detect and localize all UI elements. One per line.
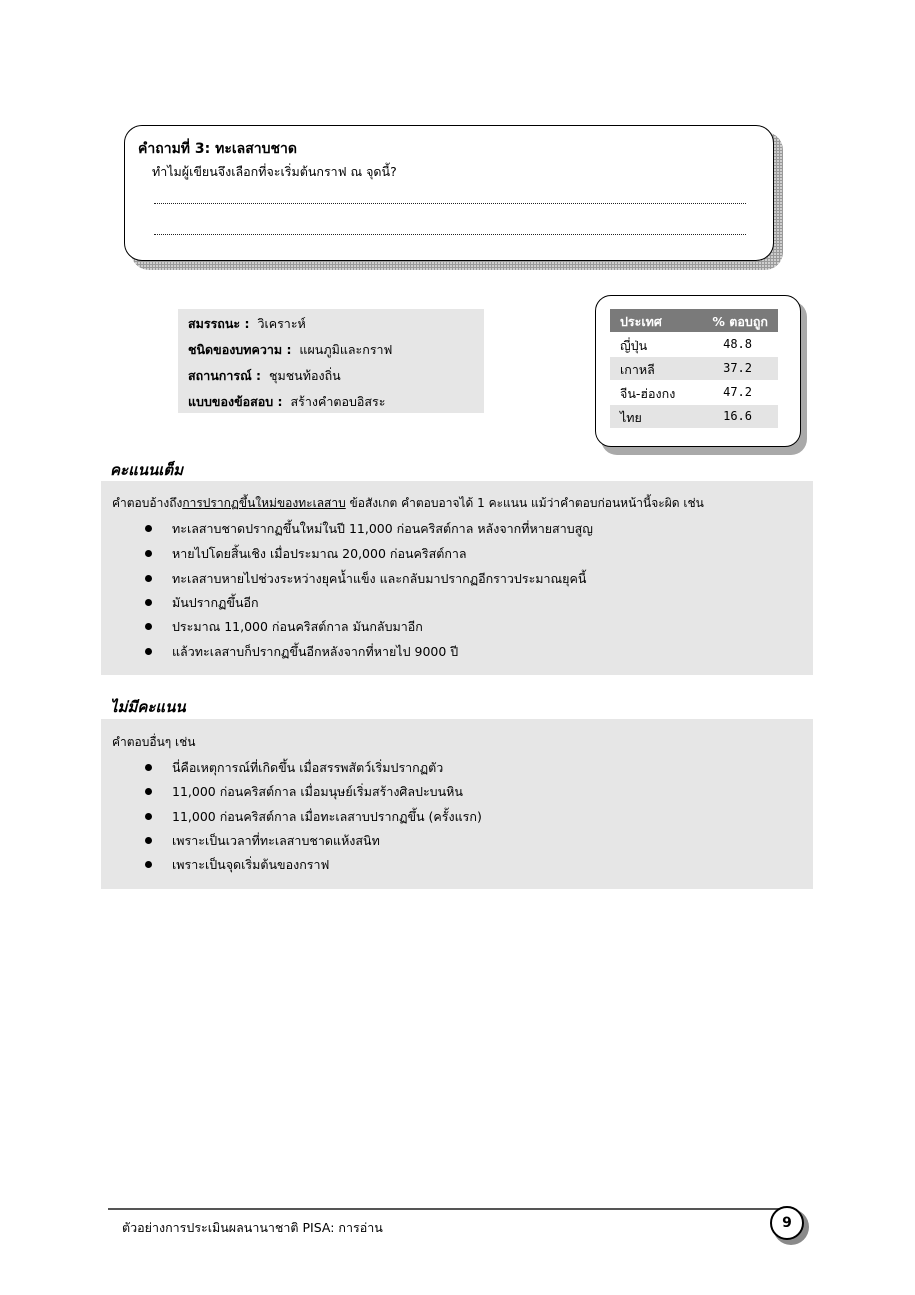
bullet-icon	[145, 550, 152, 557]
info-row-situation	[188, 366, 341, 386]
no-credit-intro: คำตอบอื่นๆ เช่น	[112, 735, 196, 749]
country-cell: ญี่ปุ่น	[620, 338, 648, 353]
full-credit-intro	[112, 494, 704, 513]
footer-text: ตัวอย่างการประเมินผลนานาชาติ PISA: การอ่าน	[122, 1220, 383, 1235]
bullet-icon	[145, 623, 152, 630]
answer-line-2	[154, 234, 746, 235]
bullet-icon	[145, 575, 152, 582]
country-cell: จีน-ฮ่องกง	[620, 386, 676, 401]
info-row-competency	[188, 314, 306, 334]
country-cell: ไทย	[620, 410, 642, 425]
info-row-text-type	[188, 340, 392, 360]
info-label: ชนิดของบทความ :	[188, 342, 292, 357]
header-country: ประเทศ	[620, 314, 662, 329]
bullet-icon	[145, 525, 152, 532]
bullet-icon	[145, 788, 152, 795]
table-row	[610, 357, 778, 380]
percent-cell: 16.6	[723, 409, 752, 423]
header-percent-correct: % ตอบถูก	[712, 314, 768, 329]
footer-divider	[108, 1208, 788, 1210]
info-label: สมรรถนะ :	[188, 316, 250, 331]
percent-cell: 48.8	[723, 337, 752, 351]
intro-underlined: การปรากฏขึ้นใหม่ของทะเลสาบ	[182, 496, 346, 510]
info-value: แผนภูมิและกราฟ	[299, 342, 393, 357]
percent-cell: 47.2	[723, 385, 752, 399]
bullet-icon	[145, 861, 152, 868]
info-value: วิเคราะห์	[257, 316, 306, 331]
full-credit-heading: คะแนนเต็ม	[110, 461, 184, 479]
no-credit-heading: ไม่มีคะแนน	[110, 698, 186, 716]
table-row	[610, 333, 778, 356]
table-row	[610, 381, 778, 404]
bullet-icon	[145, 599, 152, 606]
intro-text: คำตอบอ้างถึง	[112, 496, 183, 510]
info-label: แบบของข้อสอบ :	[188, 394, 283, 409]
question-title: คำถามที่ 3: ทะเลสาบชาด	[138, 141, 297, 157]
info-label: สถานการณ์ :	[188, 368, 262, 383]
results-table-header	[610, 309, 778, 332]
table-row	[610, 405, 778, 428]
question-text: ทำไมผู้เขียนจึงเลือกที่จะเริ่มต้นกราฟ ณ จุดนี้?	[152, 164, 397, 179]
percent-cell: 37.2	[723, 361, 752, 375]
answer-line-1	[154, 203, 746, 204]
info-value: สร้างคำตอบอิสระ	[290, 394, 386, 409]
info-value: ชุมชนท้องถิ่น	[268, 368, 341, 383]
info-row-item-format	[188, 392, 386, 412]
intro-text-rest: ข้อสังเกต คำตอบอาจได้ 1 คะแนน แม้ว่าคำตอบก่อนหน้านี้จะผิด เช่น	[345, 496, 704, 510]
page-number: 9	[770, 1206, 804, 1240]
bullet-icon	[145, 764, 152, 771]
bullet-icon	[145, 837, 152, 844]
bullet-icon	[145, 813, 152, 820]
country-cell: เกาหลี	[620, 362, 655, 377]
bullet-icon	[145, 648, 152, 655]
